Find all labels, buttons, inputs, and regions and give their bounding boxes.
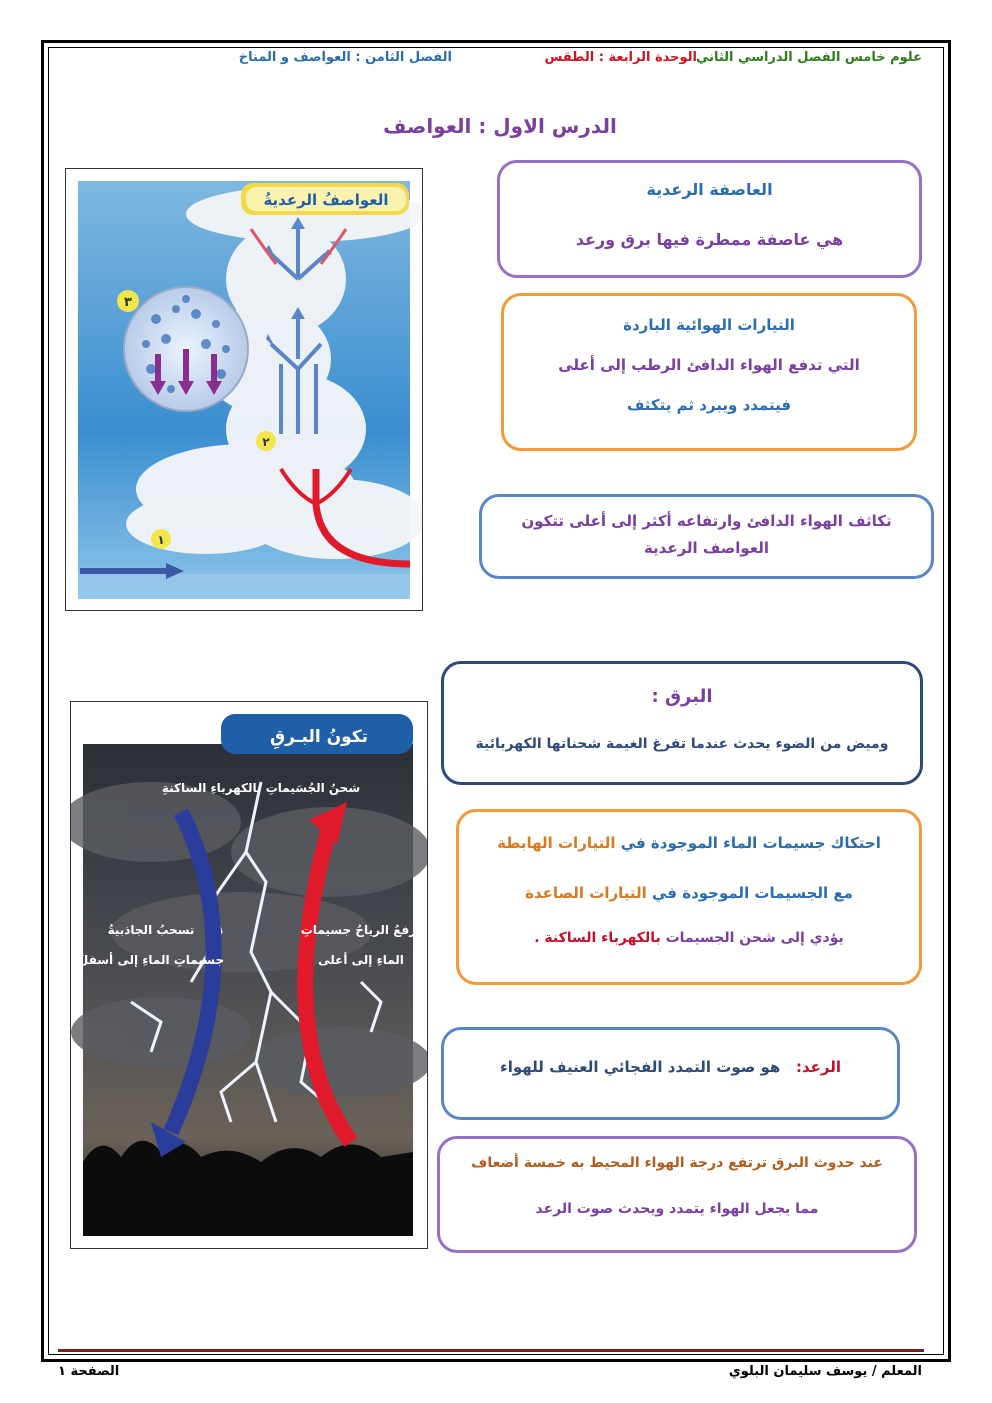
card-storm-definition — [497, 160, 922, 278]
thunder-line: الرعد: هو صوت التمدد الفجائي العنيف للهواء — [500, 1058, 841, 1076]
thunderstorm-illustration — [66, 169, 422, 610]
header-subject: علوم خامس الفصل الدراسي الثاني — [695, 50, 922, 65]
figure-thunderstorms — [65, 168, 423, 611]
card-thunder — [441, 1027, 900, 1120]
header-chapter: الفصل الثامن : العواصف و المناخ — [238, 50, 452, 65]
footer-teacher: المعلم / يوسف سليمان البلوي — [728, 1364, 922, 1379]
friction-line2: مع الجسيمات الموجودة في التيارات الصاعدة — [525, 884, 853, 902]
friction-line1: احتكاك جسيمات الماء الموجودة في التيارات الهابطة — [497, 834, 881, 852]
card-friction — [456, 809, 922, 985]
label-right-line1: ترفعُ الرياحُ جسيماتِ — [300, 923, 422, 937]
lightning-heading: البرق : — [651, 686, 713, 707]
friction-line3: يؤدي إلى شحن الجسيمات بالكهرباء الساكنة . — [534, 930, 844, 946]
lightning-text: وميض من الضوء يحدث عندما تفرغ الغيمة شحناتها الكهربائية — [475, 736, 889, 752]
marker-3: ٣ — [124, 295, 132, 310]
currents-line2: فيتمدد ويبرد ثم يتكثف — [626, 396, 792, 414]
header-unit: الوحدة الرابعة : الطقس — [544, 50, 697, 65]
figure-lightning — [70, 701, 428, 1249]
heat-line2: مما يجعل الهواء يتمدد ويحدث صوت الرعد — [535, 1201, 819, 1217]
storm-text: هي عاصفة ممطرة فيها برق ورعد — [575, 230, 844, 249]
footer-page: الصفحة ١ — [58, 1364, 120, 1379]
marker-1: ١ — [157, 533, 165, 547]
card-condensation — [479, 494, 934, 579]
footer-rule — [58, 1349, 924, 1352]
label-right-line2: الماءِ إلى أعلى — [318, 953, 404, 967]
figure-lightning-banner: تكونُ البـرقِ — [269, 727, 369, 747]
marker-2: ٢ — [262, 435, 270, 449]
card-lightning-definition — [441, 661, 923, 785]
label-left-line2: جسيماتِ الماءِ إلى أسفلَ — [77, 953, 225, 967]
card-heat — [437, 1136, 917, 1253]
storm-heading: العاصفة الرعدية — [646, 180, 773, 199]
label-left-line1: تسحبُ الجاذبيةُ — [107, 923, 195, 937]
label-top-charging: شحنُ الجُسَيماتِ بالكهرباءِ الساكنةِ — [161, 781, 361, 795]
currents-heading: التيارات الهوائية الباردة — [623, 316, 795, 334]
lesson-title: الدرس الاول : العواصف — [383, 114, 617, 138]
lightning-illustration — [71, 702, 427, 1248]
currents-line1: التي تدفع الهواء الدافئ الرطب إلى أعلى — [558, 356, 860, 374]
condense-line2: العواصف الرعدية — [643, 539, 770, 557]
condense-line1: تكاثف الهواء الدافئ وارتفاعه أكثر إلى أعلى تتكون — [521, 512, 892, 530]
heat-line1: عند حدوث البرق ترتفع درجة الهواء المحيط به خمسة أضعاف — [471, 1155, 883, 1171]
card-cold-currents — [501, 293, 917, 451]
figure-storms-banner: العواصفُ الرعديةُ — [263, 191, 389, 209]
